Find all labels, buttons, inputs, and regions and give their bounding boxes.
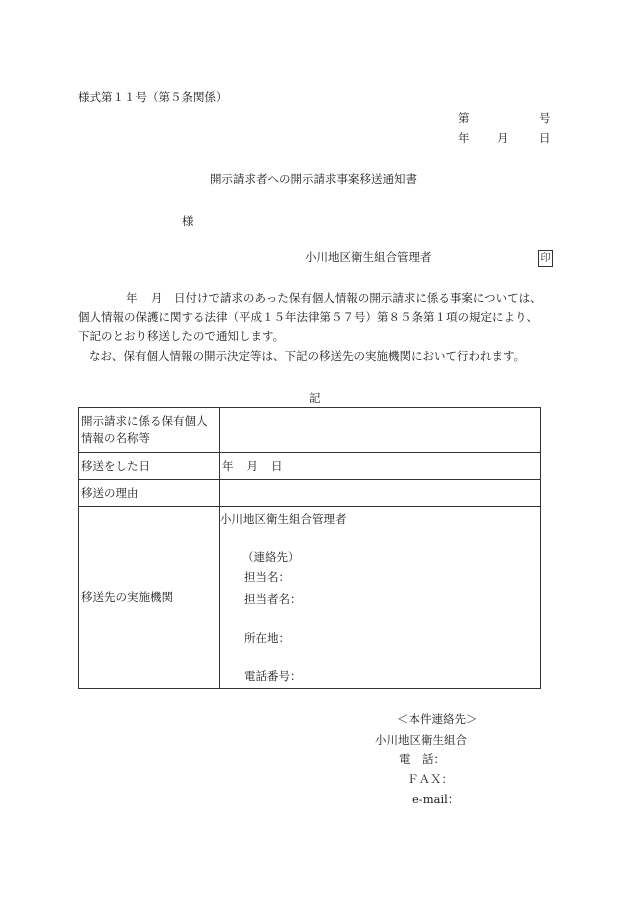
record-table	[78, 407, 541, 689]
body-line1: 日付けで請求のあった保有個人情報の開示請求に係る事案については、	[174, 291, 542, 305]
seal-mark: 印	[538, 250, 553, 267]
contact-org: 小川地区衛生組合	[375, 733, 467, 747]
value-transfer-date: 年 月 日	[220, 453, 541, 480]
value-transfer-reason	[220, 480, 541, 507]
body-line4: なお、保有個人情報の開示決定等は、下記の移送先の実施機関において行われます。	[89, 349, 526, 363]
table-row	[79, 453, 541, 480]
label-destination: 移送先の実施機関	[79, 507, 220, 689]
contact-email: e-mail：	[412, 792, 460, 806]
label-transfer-reason: 移送の理由	[79, 480, 220, 507]
destination-org: 小川地区衛生組合管理者	[220, 512, 347, 526]
destination-dept: 担当名：	[244, 570, 290, 584]
destination-address: 所在地：	[244, 631, 290, 645]
document-title: 開示請求者への開示請求事案移送通知書	[210, 172, 417, 186]
form-number: 様式第１１号（第５条関係）	[78, 90, 228, 104]
contact-fax: ＦＡＸ：	[407, 772, 453, 786]
value-requested-info	[220, 408, 541, 453]
body-year: 年	[126, 291, 138, 305]
label-requested-info: 開示請求に係る保有個人 情報の名称等	[79, 408, 220, 453]
date-day: 日	[539, 131, 551, 145]
value-destination	[220, 507, 541, 689]
contact-header: ＜本件連絡先＞	[397, 712, 478, 726]
addressee-suffix: 様	[182, 214, 194, 228]
ref-go: 号	[539, 111, 551, 125]
sender-name: 小川地区衛生組合管理者	[305, 250, 432, 264]
date-month: 月	[497, 131, 509, 145]
ref-dai: 第	[458, 111, 470, 125]
label-transfer-date: 移送をした日	[79, 453, 220, 480]
ki-mark: 記	[309, 391, 321, 405]
table-row	[79, 408, 541, 453]
date-year: 年	[458, 131, 470, 145]
body-line3: 下記のとおり移送したので通知します。	[78, 329, 285, 343]
table-row	[79, 507, 541, 689]
destination-contact: （連絡先）	[242, 550, 300, 564]
contact-tel: 電 話：	[399, 752, 445, 766]
destination-person: 担当者名：	[244, 592, 302, 606]
destination-phone: 電話番号：	[244, 669, 302, 683]
body-month: 月	[151, 291, 163, 305]
body-line2: 個人情報の保護に関する法律（平成１５年法律第５７号）第８５条第１項の規定により、	[78, 310, 538, 324]
table-row	[79, 480, 541, 507]
